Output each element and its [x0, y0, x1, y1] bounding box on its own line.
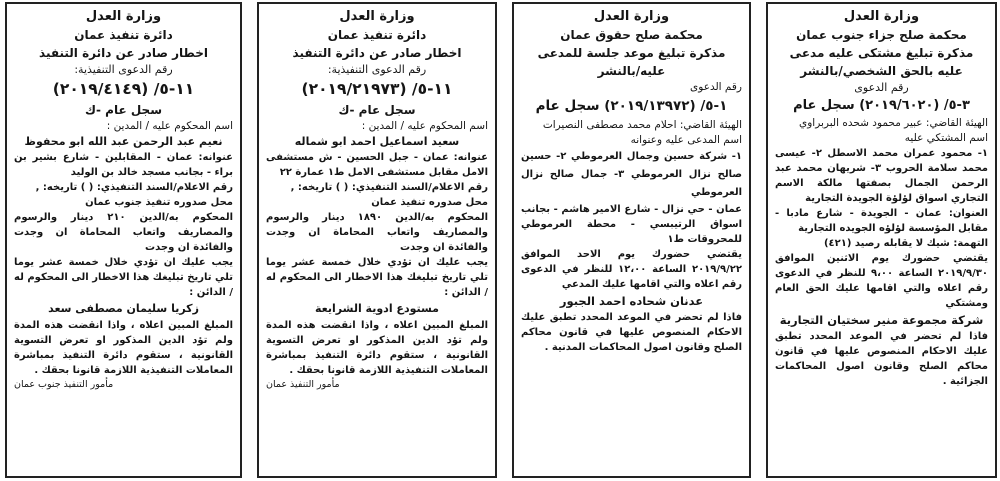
case-number: ١١-٥/ (٢٠١٩/٤١٤٩): [52, 80, 195, 98]
register-line: سجل عام -ك: [338, 103, 416, 117]
court-name: دائرة تنفيذ عمان: [74, 28, 173, 42]
debtor-label: اسم المحكوم عليه / المدين :: [106, 120, 233, 132]
case-number: ٣-٥/ (٢٠١٩/٦٠٢٠) سجل عام: [793, 98, 970, 113]
plaintiff-name: شركة مجموعة منير سختيان التجارية: [779, 313, 984, 327]
issuer-line: محل صدوره تنفيذ عمان: [371, 197, 488, 208]
charge-line: التهمة: شيك لا يقابله رصيد (٤٢١): [823, 238, 988, 249]
creditor-name: زكريا سليمان مصطفى سعد: [48, 302, 199, 315]
case-number-label: رقم الدعوى التنفيذية:: [327, 63, 427, 76]
address-line: عمان - حي نزال - شارع الامير هاشم - بجانب اسواق الرتيبسي - محطة العرموطي للمحروقات ط١: [521, 204, 742, 245]
signature-line: مأمور التنفيذ جنوب عمان: [14, 379, 114, 390]
amount-line: المحكوم به/الدين ١٨٩٠ دينار والرسوم والمصاريف واتعاب المحاماة ان وجدت والفائدة ان وجدت: [266, 212, 489, 253]
ministry-title: وزارة العدل: [593, 9, 670, 24]
signature-line: مأمور التنفيذ عمان: [266, 379, 340, 390]
address-line: عنوانه: عمان - جبل الحسين - ش مستشفى الامل مقابل مستشفى الامل ط١ عمارة ٢٢: [266, 152, 488, 178]
ministry-title: وزارة العدل: [85, 9, 162, 24]
case-number-label: رقم الدعوى: [854, 81, 909, 94]
address-line: عنوانه: عمان - المقابلين - شارع بشير بن براء - بجانب مسجد خالد بن الوليد: [14, 152, 233, 178]
plaintiff-name: عدنان شحاده احمد الجبور: [559, 294, 704, 308]
notice-heading: اخطار صادر عن دائرة التنفيذ: [39, 46, 208, 60]
notice-column-criminal-summons: [766, 2, 997, 478]
parties-label: اسم المدعى عليه وعنوانه: [630, 134, 742, 146]
closing-text: المبلغ المبين اعلاه ، واذا انقضت هذه المدة ولم تؤد الدين المذكور او تعرض التسوية القانونية ، ستقوم دائرة التنفيذ بمباشرة المعاملات التنفيذية اللازمة قانونا بحقك .: [14, 320, 233, 376]
case-number-label: رقم الدعوى: [690, 81, 742, 93]
notice-heading: مذكرة تبليغ موعد جلسة للمدعى عليه/بالنشر: [537, 46, 726, 78]
parties-list: ١- محمود عمران محمد الاسطل ٢- عيسى محمد سلامة الحروب ٣- شريهان محمد عبد الرحمن الجمال بصفتها مالكة الاسم التجاري اسواق لؤلؤة الجويدة التجارية: [775, 148, 988, 204]
court-name: دائرة تنفيذ عمان: [327, 28, 427, 42]
case-number-label: رقم الدعوى التنفيذية:: [74, 63, 173, 76]
amount-line: المحكوم به/الدين ٢١٠ دينار والرسوم والمصاريف واتعاب المحاماة ان وجدت والفائدة ان وجدت: [14, 212, 233, 253]
reference-line: رقم الاعلام/السند التنفيذي: ( ) تاريخه: ,: [35, 182, 233, 193]
parties-list: ١- شركة حسين وجمال العرموطي ٢- حسين صالح نزال العرموطي ٣- جمال صالح نزال العرموطي: [521, 151, 742, 198]
reference-line: رقم الاعلام/السند التنفيذي: ( ) تاريخه: ,: [290, 182, 488, 193]
payment-warning: يجب عليك ان تؤدي خلال خمسة عشر يوما تلي تاريخ تبليغك هذا الاخطار الى المحكوم له / الدائن :: [266, 257, 488, 298]
court-name: محكمة صلح حقوق عمان: [560, 28, 703, 42]
debtor-name: نعيم عبد الرحمن عبد الله ابو محفوظ: [24, 135, 223, 148]
debtor-label: اسم المحكوم عليه / المدين :: [361, 120, 488, 132]
ministry-title: وزارة العدل: [339, 9, 415, 24]
issuer-line: محل صدوره تنفيذ جنوب عمان: [85, 197, 233, 208]
judge-line: الهيئة القاضي: عبير محمود شحده البربراوي: [799, 117, 988, 129]
parties-label: اسم المشتكي عليه: [904, 132, 988, 144]
hearing-notice: يقتضي حضورك يوم الاحد الموافق ٢٠١٩/٩/٢٢ الساعة ١٢،٠٠ للنظر في الدعوى رقم اعلاه والتي اقامها عليك المدعي: [521, 249, 742, 290]
ministry-title: وزارة العدل: [843, 9, 920, 24]
notice-column-execution-south-amman: [5, 2, 242, 478]
legal-warning: فاذا لم تحضر في الموعد المحدد تطبق عليك الاحكام المنصوص عليها في قانون محاكم الصلح وقانون اصول المحاكمات الجزائية .: [775, 331, 988, 387]
address-line: العنوان: عمان - الجويدة - شارع مادبا - مقابل المؤسسة لؤلؤه الجويده التجارية: [775, 208, 988, 234]
closing-text: المبلغ المبين اعلاه ، واذا انقضت هذه المدة ولم تؤد الدين المذكور او تعرض التسوية القانونية ، ستقوم دائرة التنفيذ بمباشرة المعاملات التنفيذية اللازمة قانونا بحقك .: [266, 320, 488, 376]
hearing-notice: يقتضي حضورك يوم الاثنين الموافق ٢٠١٩/٩/٣٠ الساعة ٩،٠٠ للنظر في الدعوى رقم اعلاه والتي اقامها عليك الحق العام ومشتكي: [775, 253, 988, 309]
creditor-name: مستودع ادوية الشرايعة: [315, 302, 439, 315]
notice-heading: اخطار صادر عن دائرة التنفيذ: [292, 46, 462, 60]
debtor-name: سعيد اسماعيل احمد ابو شماله: [294, 135, 460, 148]
case-number: ١-٥/ (٢٠١٩/١٣٩٧٢) سجل عام: [535, 98, 728, 114]
case-number: ١١-٥/ (٢٠١٩/٢١٩٧٣): [301, 80, 453, 98]
payment-warning: يجب عليك ان تؤدي خلال خمسة عشر يوما تلي تاريخ تبليغك هذا الاخطار الى المحكوم له / الدائن :: [14, 257, 233, 298]
court-name: محكمة صلح جزاء جنوب عمان: [796, 28, 967, 42]
notice-column-execution-amman: [257, 2, 497, 478]
legal-warning: فاذا لم تحضر في الموعد المحدد تطبق عليك الاحكام المنصوص عليها في قانون محاكم الصلح وقانون اصول المحاكمات المدنية .: [521, 312, 742, 353]
notice-column-civil-summons: [512, 2, 751, 478]
judge-line: الهيئة القاضي: احلام محمد مصطفى النصيرات: [542, 119, 742, 131]
notice-heading: مذكرة تبليغ مشتكى عليه مدعى عليه بالحق الشخصي/بالنشر: [789, 46, 974, 78]
register-line: سجل عام -ك: [85, 103, 162, 117]
